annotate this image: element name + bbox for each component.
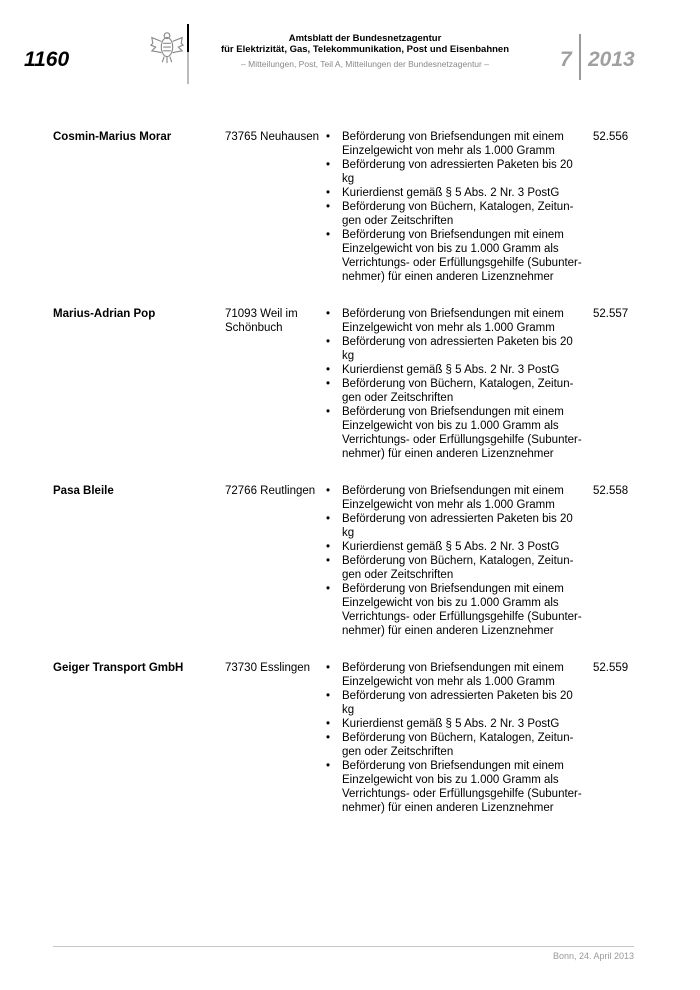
license-entry xyxy=(53,661,653,838)
service-item: • Beförderung von Briefsendungen mit einem Einzelgewicht von mehr als 1.000 Gramm xyxy=(325,130,585,158)
service-item: • Beförderung von Briefsendungen mit einem Einzelgewicht von bis zu 1.000 Gramm als Verrichtungs- oder Erfüllungsgehilfe (Subunternehmer) für einen anderen Lizenznehmer xyxy=(325,759,585,815)
service-list xyxy=(325,661,585,815)
service-item: • Beförderung von adressierten Paketen bis 20 kg xyxy=(325,335,585,363)
publication-title-line2: für Elektrizität, Gas, Telekommunikation, Post und Eisenbahnen xyxy=(220,44,510,55)
licensee-name: Marius-Adrian Pop xyxy=(53,308,156,320)
licensee-place: 73730 Esslingen xyxy=(225,662,311,674)
footer-date: Bonn, 24. April 2013 xyxy=(552,951,634,961)
service-list xyxy=(325,307,585,461)
licensee-name: Geiger Transport GmbH xyxy=(53,662,184,674)
service-item: • Beförderung von Briefsendungen mit einem Einzelgewicht von bis zu 1.000 Gramm als Verrichtungs- oder Erfüllungsgehilfe (Subunternehmer) für einen anderen Lizenznehmer xyxy=(325,582,585,638)
service-item: • Beförderung von Briefsendungen mit einem Einzelgewicht von bis zu 1.000 Gramm als Verrichtungs- oder Erfüllungsgehilfe (Subunternehmer) für einen anderen Lizenznehmer xyxy=(325,405,585,461)
service-item: • Beförderung von adressierten Paketen bis 20 kg xyxy=(325,512,585,540)
service-item: • Beförderung von Briefsendungen mit einem Einzelgewicht von mehr als 1.000 Gramm xyxy=(325,661,585,689)
service-list xyxy=(325,484,585,638)
service-item: • Kurierdienst gemäß § 5 Abs. 2 Nr. 3 PostG xyxy=(325,540,585,554)
service-list xyxy=(325,130,585,284)
publication-title xyxy=(200,33,530,55)
federal-eagle-icon xyxy=(148,30,186,66)
page-number: 1160 xyxy=(24,48,70,71)
service-item: • Beförderung von Büchern, Katalogen, Zeitungen oder Zeitschriften xyxy=(325,731,585,759)
header-rule-accent xyxy=(187,24,189,52)
footer-rule xyxy=(53,946,634,947)
license-number: 52.556 xyxy=(593,131,629,143)
service-item: • Beförderung von Briefsendungen mit einem Einzelgewicht von bis zu 1.000 Gramm als Verrichtungs- oder Erfüllungsgehilfe (Subunternehmer) für einen anderen Lizenznehmer xyxy=(325,228,585,284)
license-entry xyxy=(53,307,653,484)
publication-subtitle: – Mitteilungen, Post, Teil A, Mitteilungen der Bundesnetzagentur – xyxy=(241,59,489,69)
service-item: • Beförderung von Büchern, Katalogen, Zeitungen oder Zeitschriften xyxy=(325,554,585,582)
license-entry xyxy=(53,484,653,661)
issue-number: 7 xyxy=(560,48,572,71)
service-item: • Beförderung von Büchern, Katalogen, Zeitungen oder Zeitschriften xyxy=(325,377,585,405)
licensee-name: Cosmin-Marius Morar xyxy=(53,131,172,143)
service-item: • Kurierdienst gemäß § 5 Abs. 2 Nr. 3 PostG xyxy=(325,186,585,200)
licensee-place: 73765 Neuhausen xyxy=(225,131,319,143)
licensee-name: Pasa Bleile xyxy=(53,485,114,497)
licensee-place: 72766 Reutlingen xyxy=(225,485,316,497)
service-item: • Beförderung von Büchern, Katalogen, Zeitungen oder Zeitschriften xyxy=(325,200,585,228)
publication-title-line1: Amtsblatt der Bundesnetzagentur xyxy=(288,33,442,44)
license-number: 52.557 xyxy=(593,308,629,320)
service-item: • Beförderung von Briefsendungen mit einem Einzelgewicht von mehr als 1.000 Gramm xyxy=(325,484,585,512)
service-item: • Kurierdienst gemäß § 5 Abs. 2 Nr. 3 PostG xyxy=(325,363,585,377)
licensee-place: 71093 Weil im Schönbuch xyxy=(225,308,298,334)
license-number: 52.559 xyxy=(593,662,629,674)
service-item: • Beförderung von adressierten Paketen bis 20 kg xyxy=(325,689,585,717)
service-item: • Beförderung von adressierten Paketen bis 20 kg xyxy=(325,158,585,186)
license-list xyxy=(53,130,653,838)
service-item: • Kurierdienst gemäß § 5 Abs. 2 Nr. 3 PostG xyxy=(325,717,585,731)
issue-separator xyxy=(579,34,581,80)
service-item: • Beförderung von Briefsendungen mit einem Einzelgewicht von mehr als 1.000 Gramm xyxy=(325,307,585,335)
issue-year: 2013 xyxy=(588,48,635,71)
license-entry xyxy=(53,130,653,307)
license-number: 52.558 xyxy=(593,485,629,497)
